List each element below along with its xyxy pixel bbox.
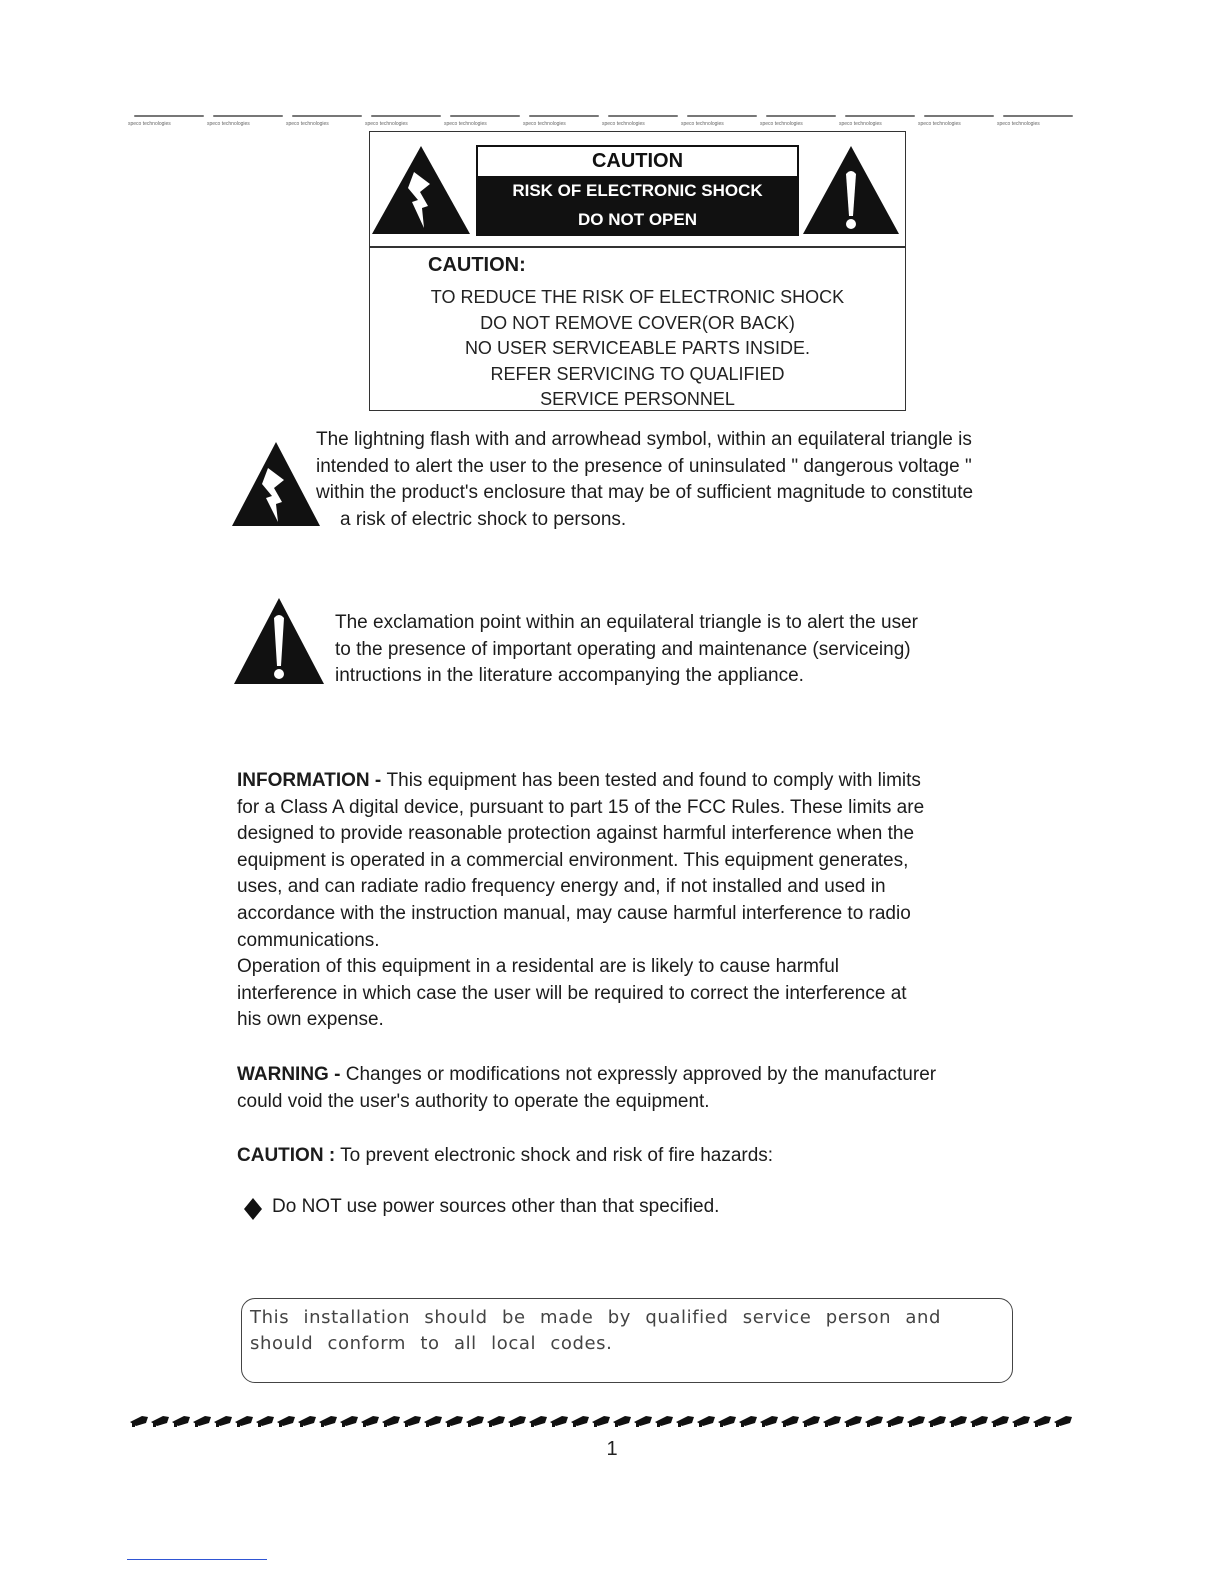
lightning-text-line: within the product's enclosure that may be of sufficient magnitude to constitute bbox=[316, 482, 974, 503]
information-line: for a Class A digital device, pursuant to part 15 of the FCC Rules. These limits are bbox=[237, 796, 925, 818]
exclamation-text-line: intructions in the literature accompanying the appliance. bbox=[335, 665, 804, 686]
information-label: INFORMATION bbox=[237, 770, 370, 791]
caution-sign-body bbox=[476, 176, 799, 236]
lightning-warning-icon bbox=[370, 144, 472, 236]
caution-note-label: CAUTION : bbox=[237, 1145, 336, 1166]
warning-text: Changes or modifications not expressly approved by the manufacturer bbox=[345, 1064, 937, 1085]
warning-first-line bbox=[237, 1062, 1017, 1089]
exclamation-warning-icon bbox=[801, 144, 901, 236]
caution-note-text: To prevent electronic shock and risk of fire hazards: bbox=[335, 1145, 774, 1166]
caution-sign bbox=[476, 145, 799, 236]
information-separator: - bbox=[369, 770, 387, 791]
information-first-line bbox=[237, 768, 1017, 795]
information-line: Operation of this equipment in a residental are is likely to cause harmful bbox=[237, 956, 839, 978]
exclamation-text-line: The exclamation point within an equilateral triangle is to alert the user bbox=[335, 612, 918, 633]
lightning-text-line: a risk of electric shock to persons. bbox=[340, 508, 627, 530]
information-line: designed to provide reasonable protection against harmful interference when the bbox=[237, 823, 915, 845]
information-line: uses, and can radiate radio frequency energy and, if not installed and used in bbox=[237, 876, 886, 898]
exclamation-triangle-icon bbox=[232, 596, 326, 686]
information-text: This equipment has been tested and found to comply with limits bbox=[386, 770, 921, 791]
footer-divider-line bbox=[127, 1559, 267, 1560]
information-line: equipment is operated in a commercial environment. This equipment generates, bbox=[237, 849, 909, 871]
caution-instructions bbox=[370, 285, 905, 413]
svg-text:speco technologies: speco technologies bbox=[128, 121, 171, 127]
information-line: interference in which case the user will be required to correct the interference at bbox=[237, 982, 907, 1004]
caution-label-header bbox=[370, 132, 905, 248]
diamond-bullet-icon bbox=[243, 1197, 263, 1221]
footer-camera-icons-strip bbox=[128, 1408, 1072, 1428]
information-line: his own expense. bbox=[237, 1009, 384, 1031]
header-decorative-strip bbox=[128, 112, 1074, 128]
warning-line: could void the user's authority to operate the equipment. bbox=[237, 1090, 710, 1112]
caution-line: DO NOT REMOVE COVER(OR BACK) bbox=[480, 312, 795, 333]
caution-line: REFER SERVICING TO QUALIFIED bbox=[490, 363, 785, 384]
caution-sign-line-2: DO NOT OPEN bbox=[577, 210, 697, 229]
notice-line: should conform to all local codes. bbox=[250, 1332, 613, 1354]
information-line: communications. bbox=[237, 929, 380, 951]
caution-line: TO REDUCE THE RISK OF ELECTRONIC SHOCK bbox=[430, 287, 845, 307]
caution-note bbox=[237, 1143, 1017, 1170]
warning-label: WARNING bbox=[237, 1064, 329, 1085]
exclamation-text-line: to the presence of important operating and maintenance (serviceing) bbox=[335, 638, 911, 660]
caution-line: SERVICE PERSONNEL bbox=[540, 389, 735, 409]
lightning-text-line: The lightning flash with and arrowhead symbol, within an equilateral triangle is bbox=[316, 429, 972, 450]
bullet-item-text: Do NOT use power sources other than that specified. bbox=[272, 1196, 720, 1217]
installation-notice-text bbox=[250, 1305, 950, 1356]
information-line: accordance with the instruction manual, may cause harmful interference to radio bbox=[237, 902, 911, 924]
lightning-symbol-description bbox=[316, 427, 1046, 533]
warning-separator: - bbox=[328, 1064, 346, 1085]
lightning-text-line: intended to alert the user to the presence of uninsulated " dangerous voltage " bbox=[316, 455, 972, 477]
caution-sign-title: CAUTION bbox=[476, 145, 799, 176]
caution-sign-line-1: RISK OF ELECTRONIC SHOCK bbox=[512, 181, 763, 200]
notice-line: This installation should be made by qualified service person and bbox=[250, 1307, 942, 1328]
caution-line: NO USER SERVICEABLE PARTS INSIDE. bbox=[464, 338, 811, 358]
warning-paragraph bbox=[237, 1062, 1017, 1115]
information-paragraph bbox=[237, 768, 1017, 1034]
installation-notice-box bbox=[241, 1298, 1013, 1383]
exclamation-symbol-description bbox=[335, 610, 1015, 690]
page-number: 1 bbox=[606, 1438, 618, 1460]
lightning-triangle-icon bbox=[230, 440, 322, 528]
caution-heading: CAUTION: bbox=[428, 254, 526, 276]
caution-label-panel bbox=[369, 131, 906, 411]
